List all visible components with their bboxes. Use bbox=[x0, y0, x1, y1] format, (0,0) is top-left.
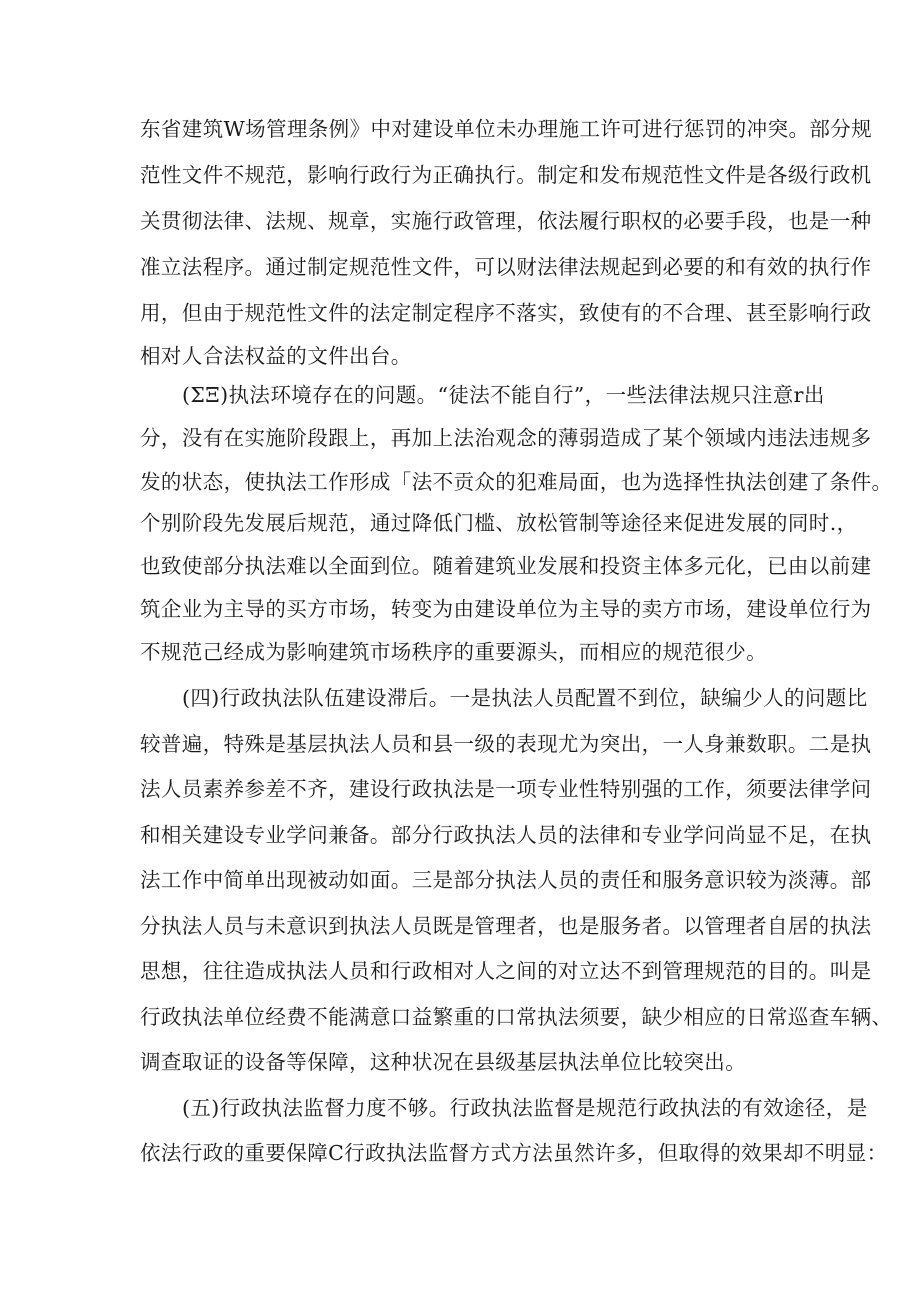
text-line: 较普遍，特殊是基层执法人员和县一级的表现尤为突出，一人身兼数职。二是执 bbox=[140, 732, 872, 756]
text-line: 行政执法单位经费不能满意口益繁重的口常执法须要，缺少相应的日常巡查车辆、 bbox=[140, 1005, 893, 1029]
text-line: 法人员素养参差不齐，建设行政执法是一项专业性特别强的工作，须要法律学问 bbox=[140, 777, 872, 801]
text-line: 法工作中简单出现被动如面。三是部分执法人员的责任和服务意识较为淡薄。部 bbox=[140, 868, 872, 892]
text-line: 准立法程序。通过制定规范性文件，可以财法律法规起到必要的和有效的执行作 bbox=[140, 255, 872, 279]
text-line: 不规范己经成为影响建筑市场秩序的重要源头，而相应的规范很少。 bbox=[140, 640, 767, 664]
text-line: 也致使部分执法难以全面到位。随着建筑业发展和投资主体多元化，已由以前建 bbox=[140, 554, 872, 578]
text-line: 发的状态，使执法工作形成「法不贡众的犯难局面，也为选择性执法创建了条件。 bbox=[140, 470, 893, 494]
text-line: 和相关建设专业学问兼备。部分行政执法人员的法律和专业学问尚显不足，在执 bbox=[140, 823, 872, 847]
text-line: 思想，往往造成执法人员和行政相对人之间的对立达不到管理规范的目的。叫是 bbox=[140, 959, 872, 983]
text-line: 相对人合法权益的文件出台。 bbox=[140, 344, 412, 368]
section-heading: (四)行政执法队伍建设滞后。一是执法人员配置不到位，缺编少人的问题比 bbox=[182, 686, 868, 710]
text-line: 筑企业为主导的买方市场，转变为由建设单位为主导的卖方市场，建设单位行为 bbox=[140, 597, 872, 621]
text-line: 分，没有在实施阶段跟上，再加上法治观念的薄弱造成了某个领域内违法违规多 bbox=[140, 426, 872, 450]
text-line: 分执法人员与未意识到执法人员既是管理者，也是服务者。以管理者自居的执法 bbox=[140, 914, 872, 938]
section-heading: (五)行政执法监督力度不够。行政执法监督是规范行政执法的有效途径，是 bbox=[182, 1096, 868, 1120]
text-line: 用，但由于规范性文件的法定制定程序不落实，致使有的不合理、甚至影响行政 bbox=[140, 301, 872, 325]
text-line: 调查取证的设备等保障，这种状况在县级基层执法单位比较突出。 bbox=[140, 1050, 747, 1074]
text-line: 东省建筑W场管理条例》中对建设单位未办理施工许可进行惩罚的冲突。部分规 bbox=[140, 117, 873, 141]
text-line: 关贯彻法律、法规、规章，实施行政管理，依法履行职权的必要手段，也是一种 bbox=[140, 209, 872, 233]
text-line: 个别阶段先发展后规范，通过降低门槛、放松管制等途径来促进发展的同时.， bbox=[140, 511, 858, 535]
text-line: 依法行政的重要保障C行政执法监督方式方法虽然许多，但取得的效果却不明显： bbox=[140, 1141, 888, 1165]
text-line: 范性文件不规范，影响行政行为正确执行。制定和发布规范性文件是各级行政机 bbox=[140, 163, 872, 187]
section-heading: (ΣΞ)执法环境存在的问题。“徒法不能自行”，一些法律法规只注意r出 bbox=[182, 383, 825, 407]
